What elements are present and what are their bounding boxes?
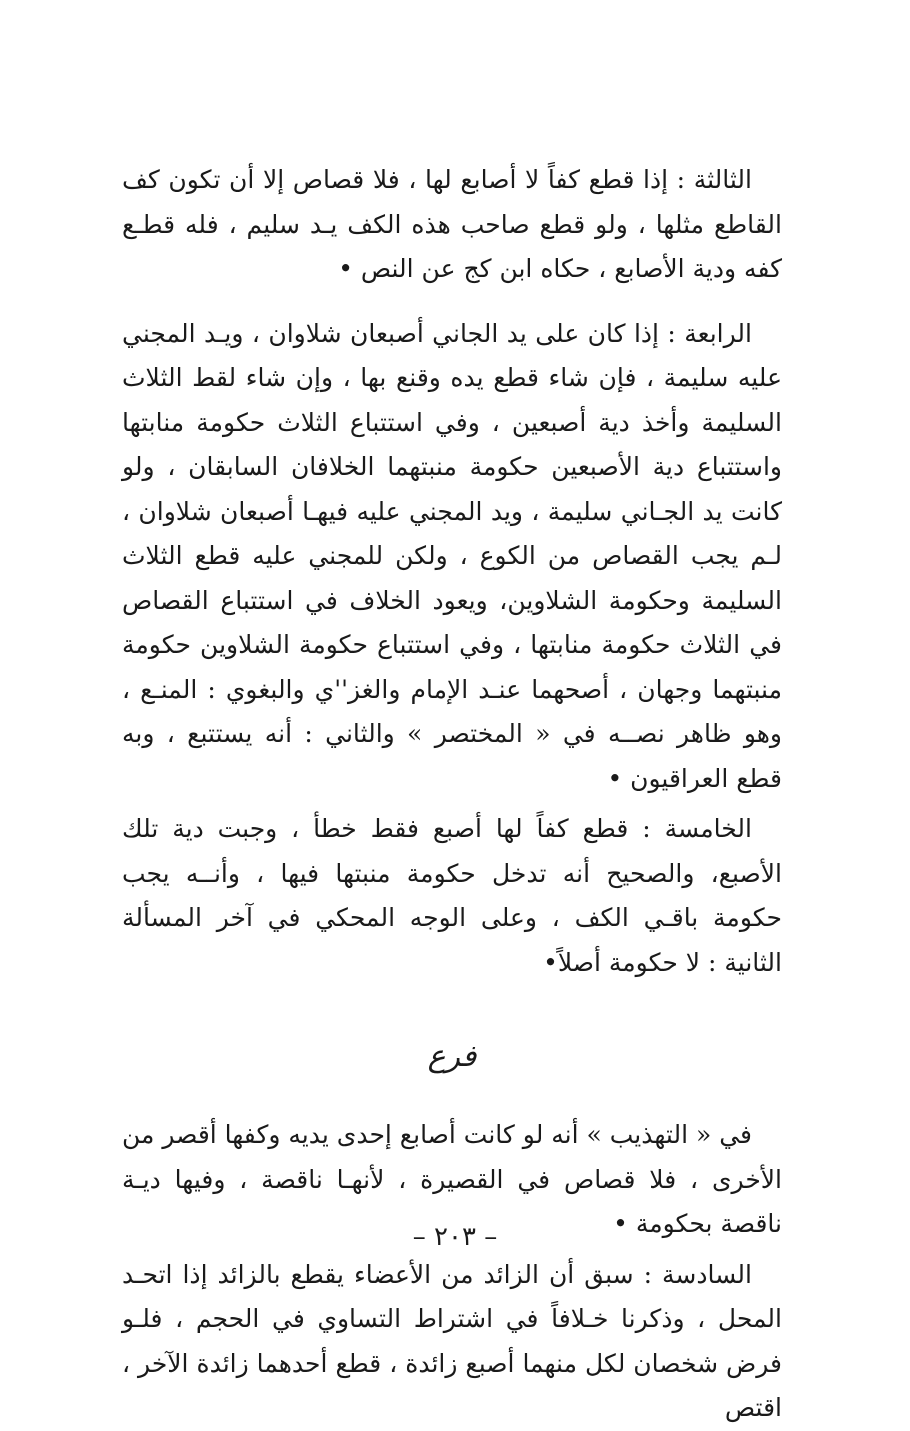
paragraph-fourth: الرابعة : إذا كان على يد الجاني أصبعان شلاوان ، ويـد المجني عليه سليمة ، فإن شاء قطع يده وقنع بها ، وإن شاء لقط الثلاث السليمة وأخذ دية أصبعين ، وفي استتباع الثلاث حكومة منابتها واستتباع دية الأصبعين حكومة منبتهما الخلافان السابقان ، ولو كانت يد الجـاني سليمة ، ويد المجني عليه فيهـا أصبعان شلاوان ، لـم يجب القصاص من الكوع ، ولكن للمجني عليه قطع الثلاث السليمة وحكومة الشلاوين، ويعود الخلاف في استتباع القصاص في الثلاث حكومة منابتها ، وفي استتباع حكومة الشلاوين حكومة منبتهما وجهان ، أصحهما عنـد الإمام والغز''ي والبغوي : المنـع ، وهو ظاهر نصــه في « المختصر » والثاني : أنه يستتبع ، وبه قطع العراقيون •	[122, 318, 782, 793]
paragraph-fifth: الخامسة : قطع كفاً لها أصبع فقط خطأ ، وجبت دية تلك الأصبع، والصحيح أنه تدخل حكومة منبتها فيها ، وأنــه يجب حكومة باقـي الكف ، وعلى الوجه المحكي في آخر المسألة الثانية : لا حكومة أصلاً•	[122, 814, 782, 977]
paragraph-tahdhib: في « التهذيب » أنه لو كانت أصابع إحدى يديه وكفها أقصر من الأخرى ، فلا قصاص في القصيرة ، لأنهـا ناقصة ، وفيها ديـة ناقصة بحكومة •	[121, 1120, 782, 1238]
page-number: – ٢٠٣ –	[412, 1222, 498, 1252]
paragraph-third: الثالثة : إذا قطع كفاً لا أصابع لها ، فلا قصاص إلا أن تكون كف القاطع مثلها ، ولو قطع صاحب هذه الكف يـد سليم ، فله قطـع كفه ودية الأصابع ، حكاه ابن كج عن النص •	[122, 165, 782, 283]
paragraph-sixth: السادسة : سبق أن الزائد من الأعضاء يقطع بالزائد إذا اتحـد المحل ، وذكرنا خـلافاً في اشتراط التساوي في الحجم ، فلـو فرض شخصان لكل منهما أصبع زائدة ، قطع أحدهما زائدة الآخر ، اقتص	[122, 1259, 782, 1422]
section-heading: فرع	[427, 1039, 477, 1074]
